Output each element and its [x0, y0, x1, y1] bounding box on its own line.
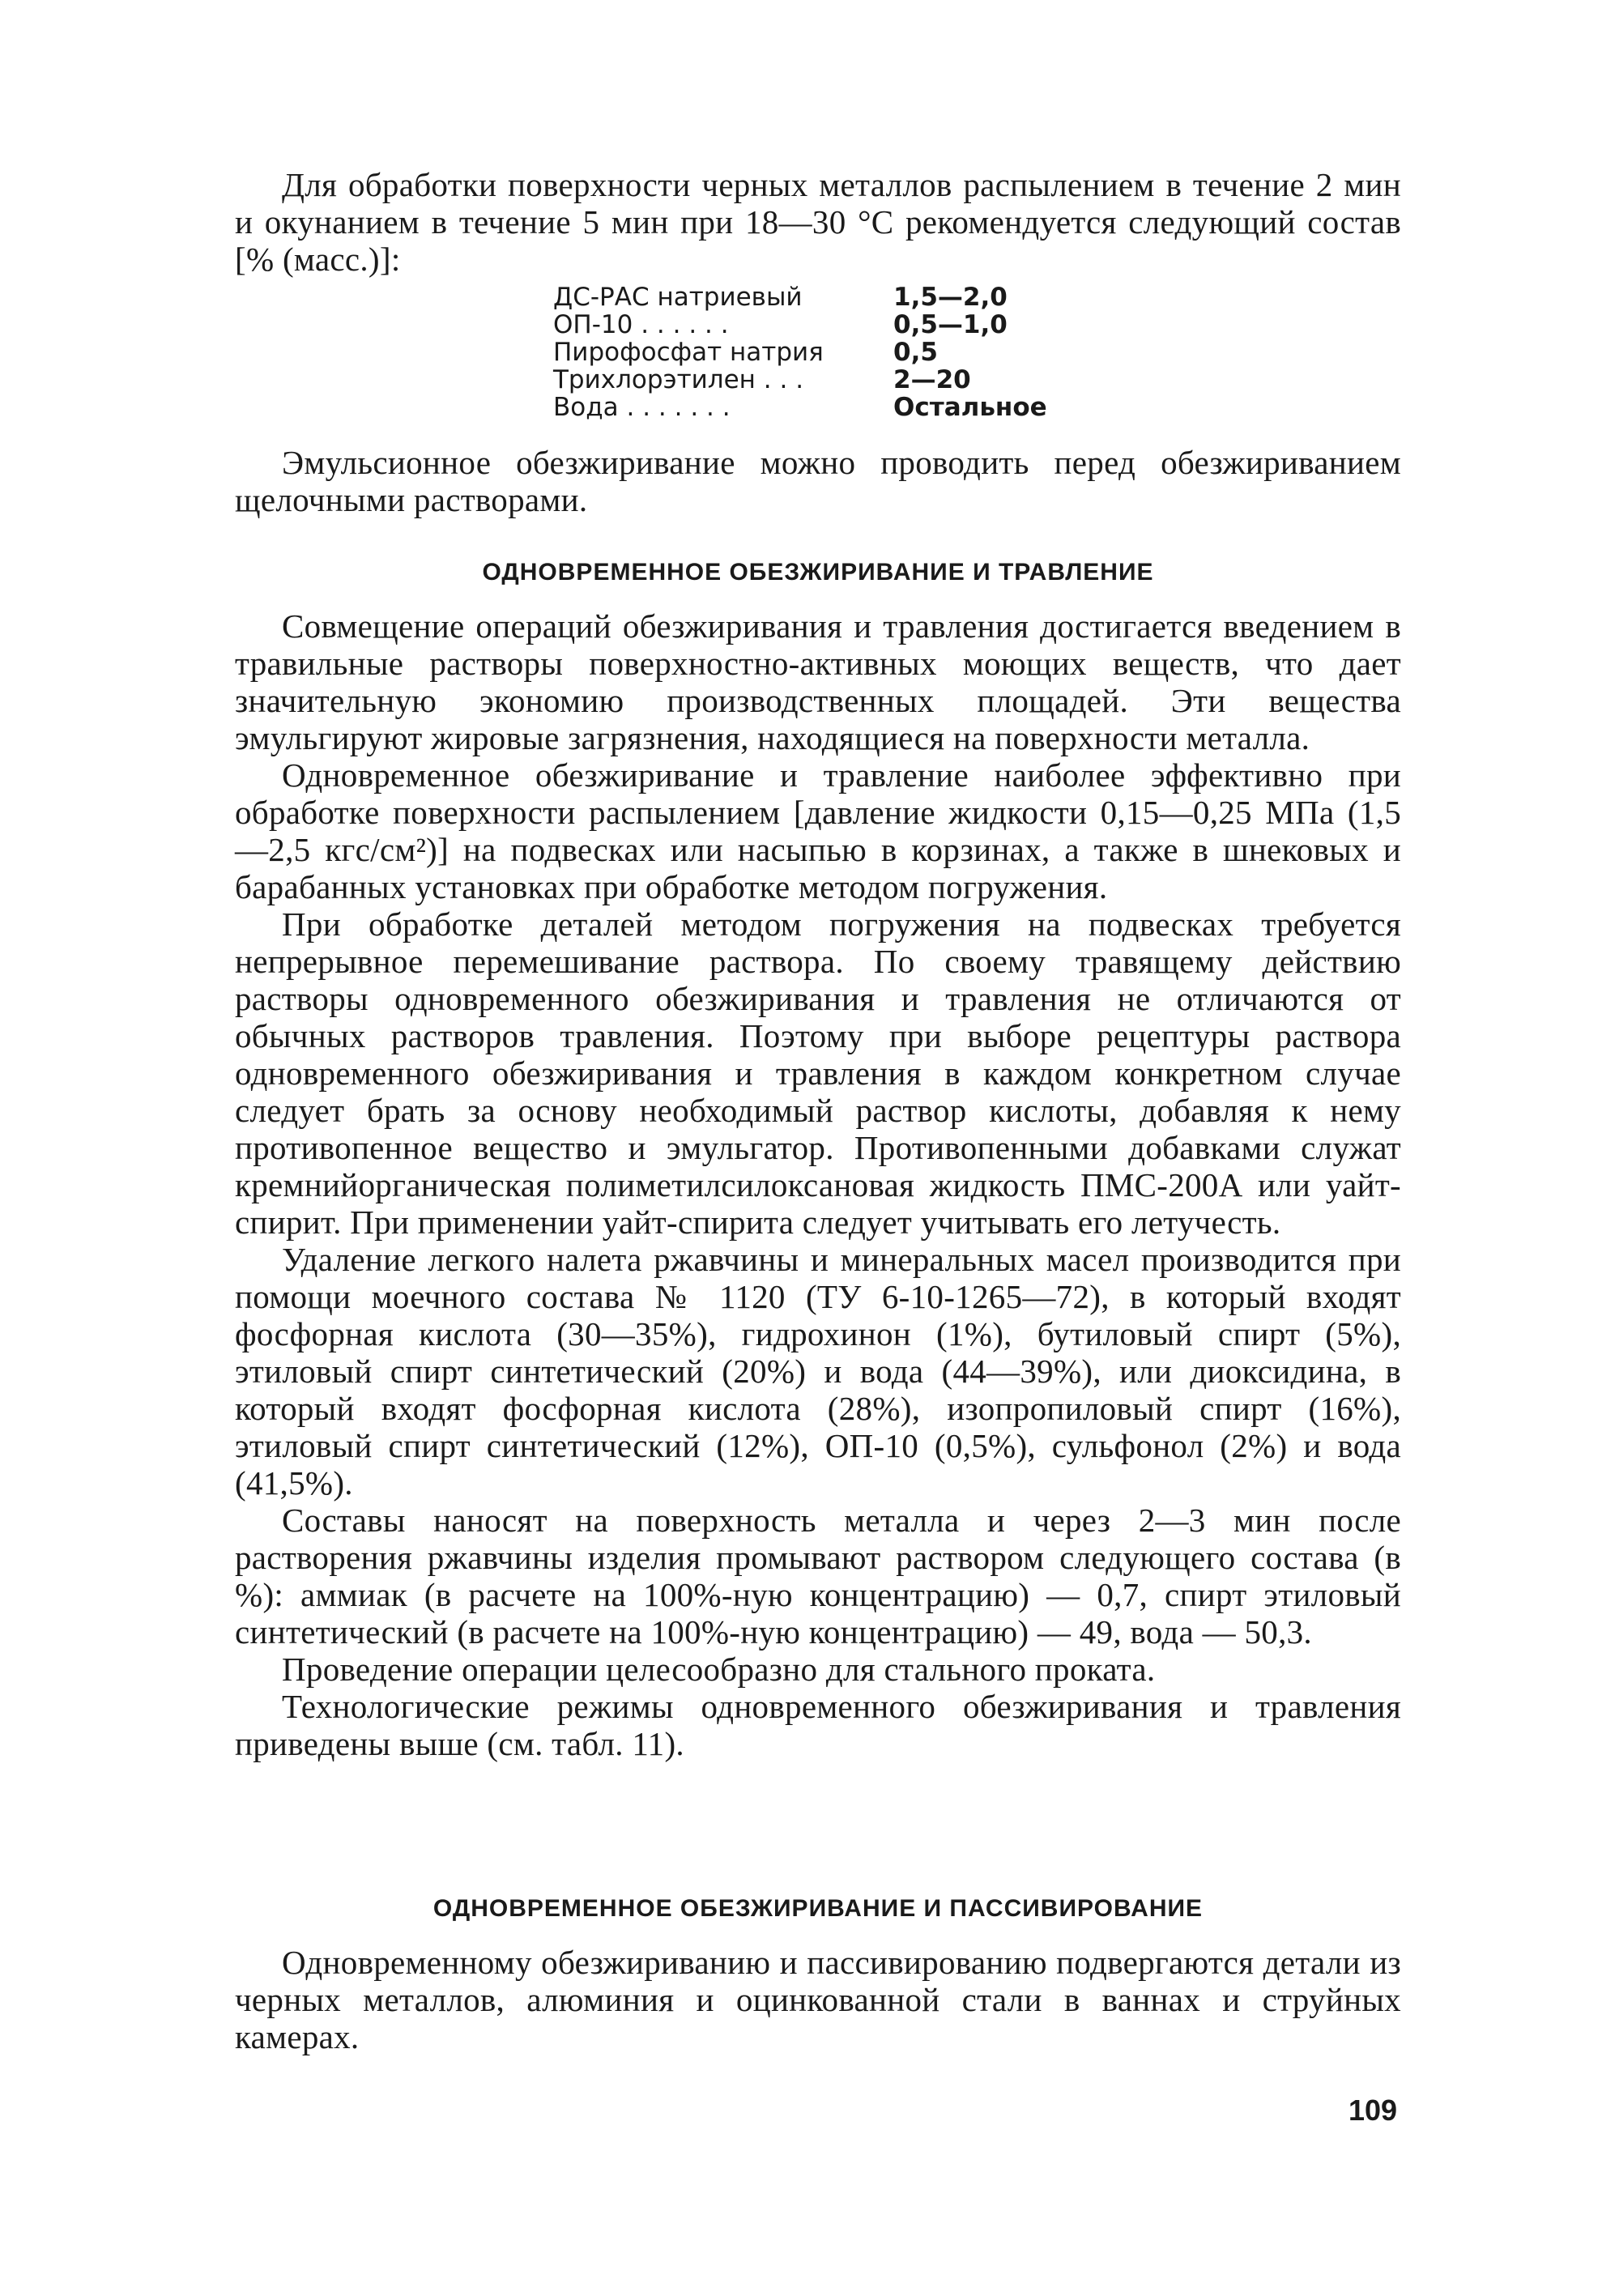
intro-block	[235, 166, 1401, 278]
section-2-heading-block	[235, 1895, 1401, 1923]
component-value: 2—20	[893, 365, 971, 394]
section-2-body	[235, 1944, 1401, 2055]
component-name: Пирофосфат натрия	[553, 338, 824, 367]
body-paragraph: Составы наносят на поверхность металла и через 2—3 мин после растворения ржавчины изделия промывают раствором следующего состава (в %): аммиак (в расчете на 100%-ную концентрацию) — 0,7, спирт этиловый синтетический (в расчете на 100%-ную концентрацию) — 49, вода — 50,3.	[235, 1502, 1401, 1651]
composition-row	[553, 283, 1047, 311]
composition-row	[553, 339, 1047, 366]
section-heading: ОДНОВРЕМЕННОЕ ОБЕЗЖИРИВАНИЕ И ТРАВЛЕНИЕ	[482, 559, 1154, 586]
page-number: 109	[1348, 2094, 1398, 2127]
section-1-heading-block	[235, 559, 1401, 586]
emulsion-block	[235, 444, 1401, 518]
section-heading: ОДНОВРЕМЕННОЕ ОБЕЗЖИРИВАНИЕ И ПАССИВИРОВАНИЕ	[432, 1895, 1204, 1922]
component-name: Трихлорэтилен . . .	[553, 365, 804, 394]
component-value: Остальное	[893, 393, 1047, 422]
component-name: ДС-РАС натриевый	[553, 283, 803, 312]
body-paragraph: Совмещение операций обезжиривания и травления достигается введением в травильные растворы поверхностно-активных моющих веществ, что дает значительную экономию производственных площадей. Эти вещества эмульгируют жировые загрязнения, находящиеся на поверхности металла.	[235, 607, 1401, 756]
composition-row	[553, 366, 1047, 394]
body-paragraph: При обработке деталей методом погружения на подвесках требуется непрерывное перемешивание раствора. По своему травящему действию растворы одновременного обезжиривания и травления не отличаются от обычных растворов травления. Поэтому при выборе рецептуры раствора одновременного обезжиривания и травления в каждом конкретном случае следует брать за основу необходимый раствор кислоты, добавляя к нему противопенное вещество и эмульгатор. Противопенными добавками служат кремнийорганическая полиметилсилоксановая жидкость ПМС-200А или уайт-спирит. При применении уайт-спирита следует учитывать его летучесть.	[235, 905, 1401, 1241]
section-1-body	[235, 607, 1401, 1762]
intro-paragraph: Для обработки поверхности черных металлов распылением в течение 2 мин и окунанием в течение 5 мин при 18—30 °С рекомендуется следующий состав [% (масс.)]:	[235, 166, 1401, 278]
component-value: 0,5	[893, 338, 938, 367]
component-value: 0,5—1,0	[893, 310, 1008, 339]
composition-row	[553, 311, 1047, 339]
composition-row	[553, 394, 1047, 421]
body-paragraph: Одновременное обезжиривание и травление наиболее эффективно при обработке поверхности распылением [давление жидкости 0,15—0,25 МПа (1,5—2,5 кгс/см²)] на подвесках или насыпью в корзинах, а также в шнековых и барабанных установках при обработке методом погружения.	[235, 756, 1401, 905]
body-paragraph: Одновременному обезжириванию и пассивированию подвергаются детали из черных металлов, алюминия и оцинкованной стали в ваннах и струйных камерах.	[235, 1944, 1401, 2055]
component-name: ОП-10 . . . . . .	[553, 310, 729, 339]
body-paragraph: Удаление легкого налета ржавчины и минеральных масел производится при помощи моечного состава № 1120 (ТУ 6-10-1265—72), в который входят фосфорная кислота (30—35%), гидрохинон (1%), бутиловый спирт (5%), этиловый спирт синтетический (20%) и вода (44—39%), или диоксидина, в который входят фосфорная кислота (28%), изопропиловый спирт (16%), этиловый спирт синтетический (12%), ОП-10 (0,5%), сульфонол (2%) и вода (41,5%).	[235, 1241, 1401, 1502]
emulsion-paragraph: Эмульсионное обезжиривание можно проводить перед обезжириванием щелочными растворами.	[235, 444, 1401, 518]
component-value: 1,5—2,0	[893, 283, 1008, 312]
composition-table	[553, 283, 1047, 421]
body-paragraph: Технологические режимы одновременного обезжиривания и травления приведены выше (см. табл. 11).	[235, 1688, 1401, 1762]
component-name: Вода . . . . . . .	[553, 393, 731, 422]
body-paragraph: Проведение операции целесообразно для стального проката.	[282, 1651, 1156, 1688]
